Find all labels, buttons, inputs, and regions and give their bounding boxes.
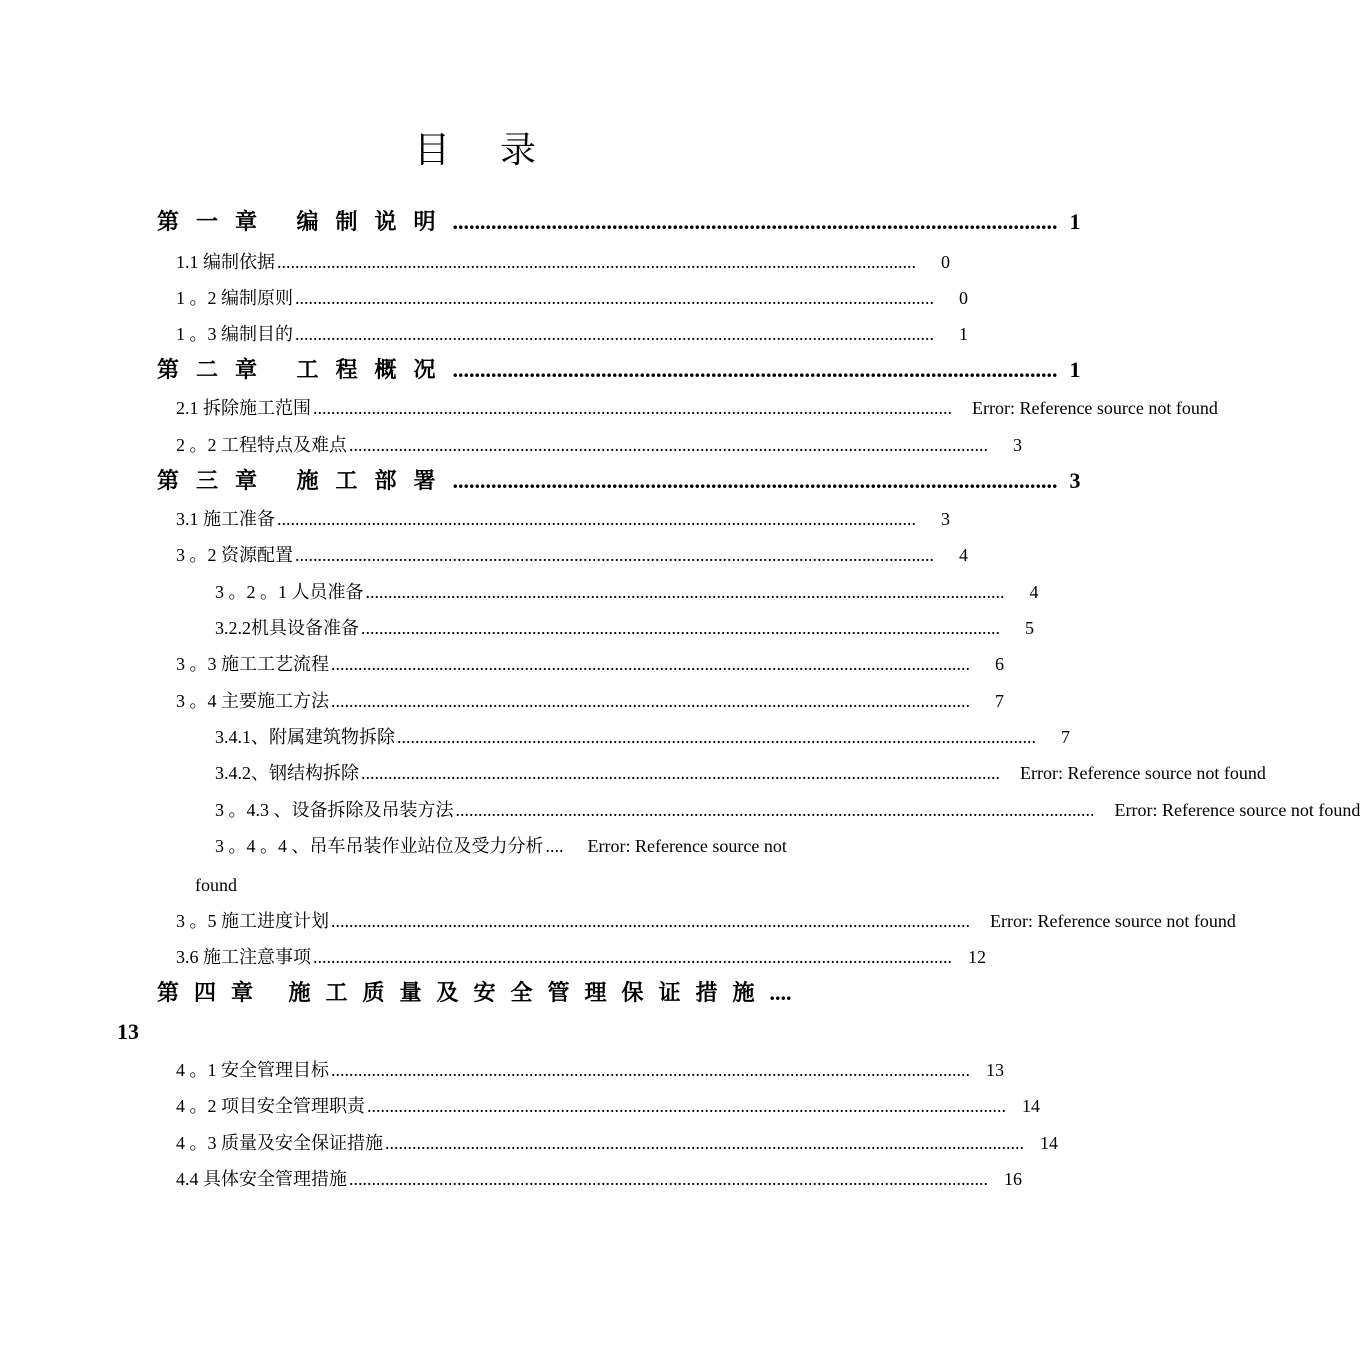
toc-entry-page: 14 — [1040, 1133, 1058, 1153]
toc-entry-text: 3.2.2机具设备准备 — [215, 618, 359, 638]
toc-entry[interactable] — [176, 1094, 1040, 1118]
toc-entry-text: 第二章 工程概况 — [157, 357, 453, 382]
toc-entry-text: 3 。4 主要施工方法 — [176, 691, 329, 711]
toc-entry-wrap-page: 13 — [117, 1019, 139, 1044]
toc-entry-page: Error: Reference source not found — [972, 398, 1218, 418]
toc-entry-text: 第一章 编制说明 — [157, 209, 453, 234]
leader-dots: .............................................................................................................................................. — [349, 435, 988, 455]
toc-entry-text: 3 。5 施工进度计划 — [176, 911, 329, 931]
toc-entry-text: 4.4 具体安全管理措施 — [176, 1169, 347, 1189]
toc-entry[interactable] — [176, 433, 1022, 457]
toc-entry-text: 4 。1 安全管理目标 — [176, 1060, 329, 1080]
leader-dots: .............................................................................................................................................. — [331, 691, 970, 711]
leader-dots: .............................................................................................................................................. — [397, 727, 1036, 747]
toc-entry-text: 3 。2 。1 人员准备 — [215, 582, 364, 602]
toc-entry[interactable] — [176, 507, 950, 531]
toc-entry[interactable] — [176, 1058, 1004, 1082]
toc-entry-page: 3 — [1069, 468, 1081, 493]
leader-dots: .... — [545, 836, 564, 856]
leader-dots: .............................................................................................................................................. — [361, 763, 1000, 783]
toc-entry-page: Error: Reference source not — [587, 836, 787, 856]
toc-entry[interactable] — [215, 834, 837, 858]
toc-entry-page: 1 — [959, 324, 968, 344]
toc-entry-text: 2 。2 工程特点及难点 — [176, 435, 347, 455]
toc-entry-text: 1 。2 编制原则 — [176, 288, 293, 308]
leader-dots: .............................................................................................................................................. — [331, 911, 970, 931]
leader-dots: .............................................................................................................................................. — [367, 1096, 1006, 1116]
toc-entry[interactable] — [176, 1131, 1058, 1155]
leader-dots: .............................................................................................................. — [452, 209, 1058, 234]
toc-entry-page: 7 — [995, 691, 1004, 711]
leader-dots: .............................................................................................................................................. — [295, 324, 934, 344]
toc-entry-page: Error: Reference source not found — [1114, 800, 1360, 820]
leader-dots: .............................................................................................................................................. — [349, 1169, 988, 1189]
toc-entry[interactable] — [176, 909, 1236, 933]
toc-entry-text: 3 。4.3 、设备拆除及吊装方法 — [215, 800, 454, 820]
leader-dots: .............................................................................................................. — [452, 468, 1058, 493]
toc-entry-page: 1 — [1069, 357, 1081, 382]
toc-entry-page: Error: Reference source not found — [990, 911, 1236, 931]
leader-dots: .............................................................................................................................................. — [361, 618, 1000, 638]
leader-dots: .............................................................................................................................................. — [331, 654, 970, 674]
toc-entry[interactable] — [215, 580, 1039, 604]
toc-entry-page: 0 — [959, 288, 968, 308]
toc-entry-page: 3 — [1013, 435, 1022, 455]
toc-entry-text: 3 。4 。4 、吊车吊装作业站位及受力分析 — [215, 836, 544, 856]
toc-entry-text: 3.6 施工注意事项 — [176, 947, 311, 967]
leader-dots: .............................................................................................................................................. — [385, 1133, 1024, 1153]
toc-entry-chapter-4[interactable] — [157, 981, 828, 1005]
toc-entry-page: 12 — [968, 947, 986, 967]
toc-entry-chapter-1[interactable] — [157, 209, 1081, 234]
toc-entry[interactable] — [176, 689, 1004, 713]
toc-entry[interactable] — [215, 725, 1070, 749]
leader-dots: .............................................................................................................................................. — [277, 509, 916, 529]
toc-entry[interactable] — [176, 543, 968, 567]
toc-entry[interactable] — [176, 1167, 1022, 1191]
toc-entry-page: 0 — [941, 252, 950, 272]
toc-entry[interactable] — [215, 798, 1360, 822]
toc-entry-text: 1.1 编制依据 — [176, 252, 275, 272]
toc-entry-page: 16 — [1004, 1169, 1022, 1189]
leader-dots: .............................................................................................................................................. — [455, 800, 1095, 820]
leader-dots: .............................................................................................................. — [452, 357, 1058, 382]
toc-entry-text: 第四章 施工质量及安全管理保证措施 — [157, 980, 770, 1005]
toc-entry-page: 3 — [941, 509, 950, 529]
toc-entry[interactable] — [215, 616, 1034, 640]
toc-entry-page: 13 — [986, 1060, 1004, 1080]
toc-entry[interactable] — [176, 286, 968, 310]
leader-dots: .............................................................................................................................................. — [295, 545, 934, 565]
toc-entry-page: 7 — [1061, 727, 1070, 747]
toc-entry-chapter-2[interactable] — [157, 357, 1081, 382]
toc-entry-page: 4 — [959, 545, 968, 565]
toc-entry-text: 3.4.1、附属建筑物拆除 — [215, 727, 395, 747]
toc-entry[interactable] — [176, 652, 1004, 676]
toc-entry[interactable] — [176, 396, 1218, 420]
leader-dots: .............................................................................................................................................. — [331, 1060, 970, 1080]
toc-entry-wrap: found — [195, 875, 237, 895]
leader-dots: .............................................................................................................................................. — [313, 398, 952, 418]
toc-entry-page: 5 — [1025, 618, 1034, 638]
toc-entry-chapter-3[interactable] — [157, 468, 1081, 493]
toc-entry-text: 4 。3 质量及安全保证措施 — [176, 1133, 383, 1153]
toc-entry[interactable] — [176, 250, 950, 274]
leader-dots: .............................................................................................................................................. — [365, 582, 1005, 602]
toc-entry-text: 第三章 施工部署 — [157, 468, 453, 493]
toc-entry-text: 1 。3 编制目的 — [176, 324, 293, 344]
toc-entry-text: 3 。2 资源配置 — [176, 545, 293, 565]
leader-dots: .............................................................................................................................................. — [277, 252, 916, 272]
toc-entry-page: 14 — [1022, 1096, 1040, 1116]
toc-entry-page: 4 — [1029, 582, 1039, 602]
toc-entry-text: 3 。3 施工工艺流程 — [176, 654, 329, 674]
toc-entry-text: 4 。2 项目安全管理职责 — [176, 1096, 365, 1116]
page-title: 目录 — [413, 130, 586, 170]
leader-dots: .............................................................................................................................................. — [295, 288, 934, 308]
toc-entry[interactable] — [176, 322, 968, 346]
toc-entry-page: 6 — [995, 654, 1004, 674]
leader-dots: .... — [769, 980, 792, 1005]
toc-entry-text: 3.4.2、钢结构拆除 — [215, 763, 359, 783]
toc-entry[interactable] — [215, 761, 1266, 785]
toc-entry-page: Error: Reference source not found — [1020, 763, 1266, 783]
toc-entry[interactable] — [176, 945, 986, 969]
toc-entry-page: 1 — [1069, 209, 1081, 234]
leader-dots: .............................................................................................................................................. — [313, 947, 952, 967]
toc-entry-text: 2.1 拆除施工范围 — [176, 398, 311, 418]
toc-entry-text: 3.1 施工准备 — [176, 509, 275, 529]
